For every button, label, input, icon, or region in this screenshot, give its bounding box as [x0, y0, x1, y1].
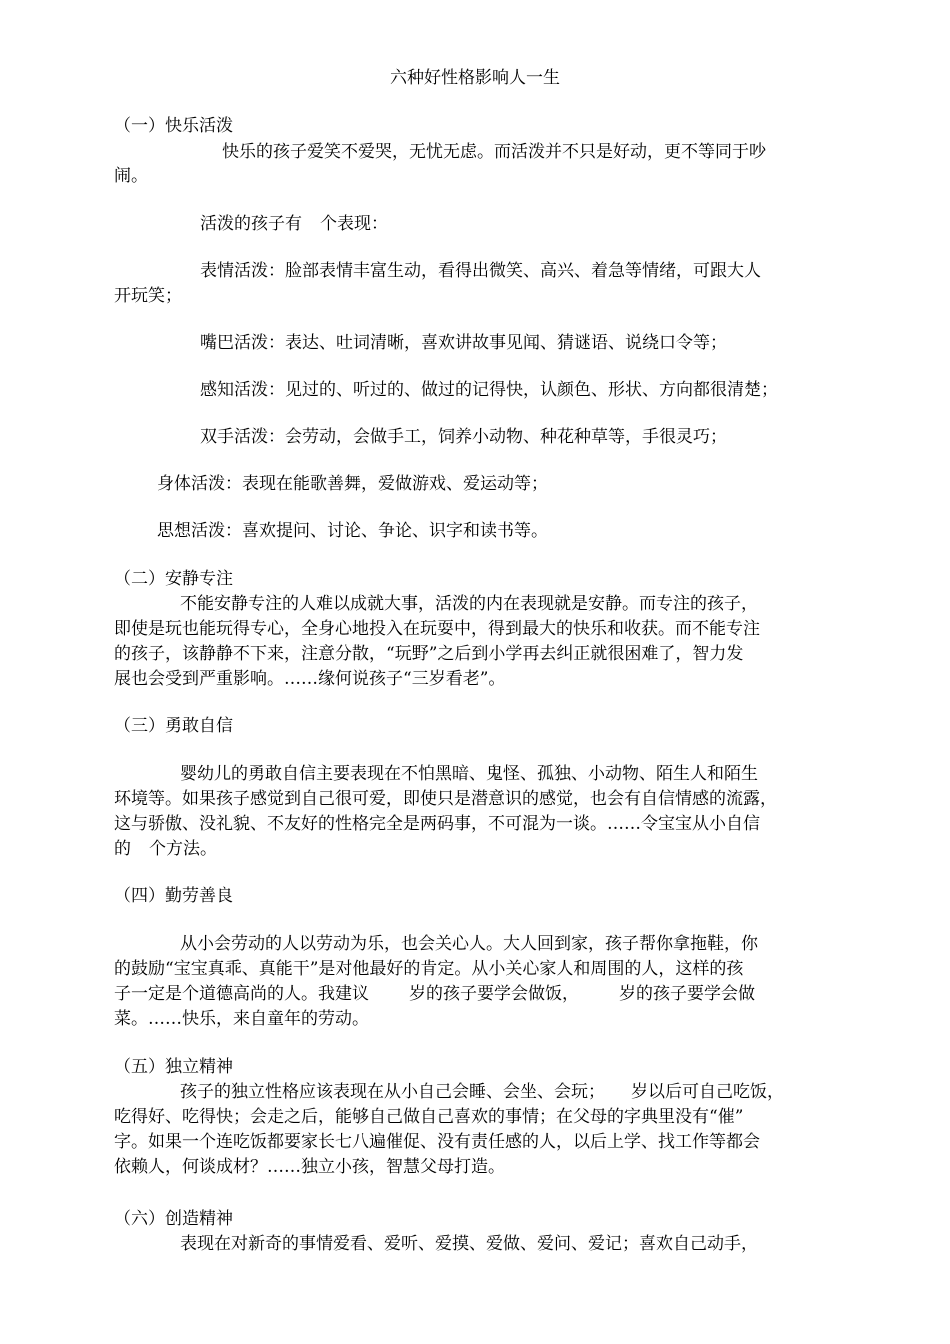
section-3-line-4: 的 个方法。: [114, 839, 217, 859]
section-5-line-4: 依赖人，何谈成材？……独立小孩，智慧父母打造。: [114, 1157, 505, 1177]
list-item-thought: 思想活泼：喜欢提问、讨论、争论、识字和读书等。: [157, 521, 548, 541]
list-item-perception: 感知活泼：见过的、听过的、做过的记得快，认颜色、形状、方向都很清楚；: [200, 380, 778, 400]
section-2-line-1: 不能安静专注的人难以成就大事，活泼的内在表现就是安静。而专注的孩子，: [180, 594, 758, 614]
section-2-line-4: 展也会受到严重影响。……缘何说孩子“三岁看老”。: [114, 669, 506, 689]
list-item-body: 身体活泼：表现在能歌善舞，爱做游戏、爱运动等；: [157, 474, 548, 494]
section-3-line-2: 环境等。如果孩子感觉到自己很可爱，即使只是潜意识的感觉，也会有自信情感的流露，: [114, 789, 777, 809]
section-6-line-1: 表现在对新奇的事情爱看、爱听、爱摸、爱做、爱问、爱记；喜欢自己动手，: [180, 1234, 758, 1254]
section-2-line-2: 即使是玩也能玩得专心，全身心地投入在玩耍中，得到最大的快乐和收获。而不能专注: [114, 619, 760, 639]
section-2-heading: （二）安静专注: [114, 569, 233, 589]
section-1-intro-line-2: 闹。: [114, 166, 148, 186]
section-4-line-4: 菜。……快乐，来自童年的劳动。: [114, 1009, 369, 1029]
section-1-heading: （一）快乐活泼: [114, 116, 233, 136]
section-3-line-3: 这与骄傲、没礼貌、不友好的性格完全是两码事，不可混为一谈。……令宝宝从小自信: [114, 814, 760, 834]
section-3-heading: （三）勇敢自信: [114, 716, 233, 736]
list-item-expression-cont: 开玩笑；: [114, 286, 182, 306]
section-6-heading: （六）创造精神: [114, 1209, 233, 1229]
section-1-intro-line-1: [222, 140, 834, 164]
section-2-line-3: 的孩子，该静静不下来，注意分散，“玩野”之后到小学再去纠正就很困难了，智力发: [114, 644, 744, 664]
section-1-list-intro: 活泼的孩子有 个表现：: [200, 214, 388, 234]
section-5-line-1: 孩子的独立性格应该表现在从小自己会睡、会坐、会玩； 岁以后可自己吃饭，: [180, 1082, 784, 1102]
section-5-heading: （五）独立精神: [114, 1057, 233, 1077]
list-item-expression: 表情活泼：脸部表情丰富生动，看得出微笑、高兴、着急等情绪，可跟大人: [200, 261, 761, 281]
page-title: 六种好性格影响人一生: [390, 68, 560, 88]
section-1-intro-text: 快乐的孩子爱笑不爱哭，无忧无虑。而活泼并不只是好动，更不等同于吵: [222, 142, 766, 162]
section-5-line-3: 字。如果一个连吃饭都要家长七八遍催促、没有责任感的人，以后上学、找工作等都会: [114, 1132, 760, 1152]
section-3-line-1: 婴幼儿的勇敢自信主要表现在不怕黑暗、鬼怪、孤独、小动物、陌生人和陌生: [180, 764, 758, 784]
list-item-hands: 双手活泼：会劳动，会做手工，饲养小动物、种花种草等，手很灵巧；: [200, 427, 727, 447]
section-4-line-2: 的鼓励“宝宝真乖、真能干”是对他最好的肯定。从小关心家人和周围的人，这样的孩: [114, 959, 744, 979]
section-5-line-2: 吃得好、吃得快；会走之后，能够自己做自己喜欢的事情；在父母的字典里没有“催”: [114, 1107, 744, 1127]
section-4-line-3: 子一定是个道德高尚的人。我建议 岁的孩子要学会做饭， 岁的孩子要学会做: [114, 984, 755, 1004]
section-4-heading: （四）勤劳善良: [114, 886, 233, 906]
list-item-mouth: 嘴巴活泼：表达、吐词清晰，喜欢讲故事见闻、猜谜语、说绕口令等；: [200, 333, 727, 353]
section-4-line-1: 从小会劳动的人以劳动为乐，也会关心人。大人回到家，孩子帮你拿拖鞋，你: [180, 934, 758, 954]
